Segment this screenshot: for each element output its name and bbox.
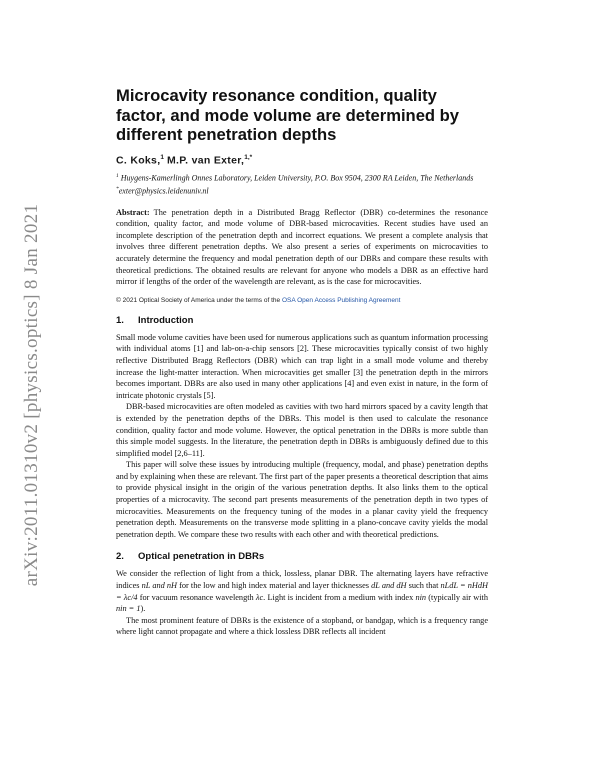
paper-title: Microcavity resonance condition, quality factor, and mode volume are determined by different penetration depths xyxy=(116,86,460,145)
arxiv-identifier-text: arXiv:2011.01310v2 [physics.optics] 8 Jan 2021 xyxy=(21,203,42,587)
section-1-paragraph-3: This paper will solve these issues by introducing multiple (frequency, modal, and phase) penetration depths and by explaining when these are relevant. The first part of the paper presents a theoretical description that aims to provide physical insight in the origin of the various penetration depths. It also links them to the optical properties of a microcavity. The second part presents measurements of the penetration depth in two types of microcavities. Measurements on the frequency tuning of the modes in a planar cavity yield the frequency penetration depth. Measurements on the transverse mode splitting in a plano-concave cavity yields the modal penetration depth. We compare these two results with each other and with theoretical predictions. xyxy=(116,460,488,539)
affiliations xyxy=(116,171,488,197)
section-1-title: Introduction xyxy=(138,314,194,326)
math-symbol: nin xyxy=(415,592,427,602)
section-2-paragraph-2: The most prominent feature of DBRs is the existence of a stopband, or bandgap, which is a frequency range where light cannot propagate and where a thick lossless DBR reflects all incident xyxy=(116,615,488,637)
abstract-label: Abstract: xyxy=(116,207,150,217)
affiliation-1-mark: 1 xyxy=(116,173,119,180)
author-2-name: M.P. van Exter, xyxy=(166,154,245,167)
copyright-notice xyxy=(116,297,488,304)
affiliation-1-text: Huygens-Kamerlingh Onnes Laboratory, Leiden University, P.O. Box 9504, 2300 RA Leiden, The Netherlands xyxy=(120,173,474,183)
section-2-number: 2. xyxy=(116,551,124,563)
section-2-heading xyxy=(116,551,488,562)
affiliation-1 xyxy=(116,171,488,184)
math-equation: nin = 1 xyxy=(116,604,141,614)
email-mark: * xyxy=(116,186,119,193)
text-run: ). xyxy=(140,604,146,614)
math-symbol: nL and nH xyxy=(141,581,178,591)
text-run: . Light is incident from a medium with index xyxy=(263,592,416,602)
text-run: for vacuum resonance wavelength xyxy=(137,592,256,602)
section-1-heading xyxy=(116,315,488,326)
math-equation: nLdL = nHdH = λc/4 xyxy=(116,581,488,602)
author-2-affiliation-mark: 1,* xyxy=(244,153,253,161)
arxiv-identifier-stamp xyxy=(20,0,44,776)
paper-page xyxy=(116,86,488,638)
text-run: such that xyxy=(406,581,441,591)
osa-agreement-link[interactable]: OSA Open Access Publishing Agreement xyxy=(281,296,401,304)
author-1-affiliation-mark: 1 xyxy=(160,153,165,161)
abstract xyxy=(116,207,488,288)
section-1-paragraph-2: DBR-based microcavities are often modeled as cavities with two hard mirrors spaced by a cavity length that is extended by the penetration depths of the DBRs. This model is then used to calculate the resonance condition, quality factor and mode volume. However, the optical penetration in the DBRs is more subtle than this simple model suggests. In the literature, the penetration depth in DBRs is ambiguously defined due to this simplified model [2,6–11]. xyxy=(116,402,488,458)
text-run: (typically air with xyxy=(426,592,488,602)
section-1-paragraph-1: Small mode volume cavities have been used for numerous applications such as quantum information processing with individual atoms [1] and lab-on-a-chip sensors [2]. These microcavities typically consist of two highly reflective Distributed Bragg Reflectors (DBR) which can trap light in a small mode volume and thereby increase the light-matter interaction. When microcavities get smaller [3] the penetration depth in the mirrors becomes important. DBRs are also used in many other applications [4] and even exist in nature, in the form of intricate photonic crystals [5]. xyxy=(116,332,488,400)
abstract-text: The penetration depth in a Distributed Bragg Reflector (DBR) co-determines the resonance condition, quality factor, and mode volume of DBR-based microcavities. Recent studies have used an incomplete description of the penetration depth and incorrect equations. We present a complete analysis that involves three different penetration depths. We also present a series of experiments on microcavities to accurately determine the frequency and modal penetration depth of our DBRs and compare these results with theoretical predictions. The obtained results are relevant for anyone who models a DBR as an effective hard mirror if lengths of the order of the wavelength are relevant, as is the case for microcavities. xyxy=(116,207,488,287)
section-2-paragraph-1 xyxy=(116,568,488,614)
text-run: for the low and high index material and layer thicknesses xyxy=(177,581,372,591)
math-symbol: dL and dH xyxy=(371,581,407,591)
corresponding-email xyxy=(116,184,488,197)
text-run: We consider the reflection of light from a thick, lossless, planar DBR. The alternating layers have refractive indices xyxy=(116,569,488,591)
author-list xyxy=(116,154,488,167)
section-2-title: Optical penetration in DBRs xyxy=(138,551,265,563)
author-1-name: C. Koks, xyxy=(116,154,161,167)
section-1-number: 1. xyxy=(116,314,124,326)
math-symbol: λc xyxy=(255,592,264,602)
copyright-text: © 2021 Optical Society of America under the terms of the xyxy=(116,296,281,304)
email-address[interactable]: exter@physics.leidenuniv.nl xyxy=(118,187,209,197)
